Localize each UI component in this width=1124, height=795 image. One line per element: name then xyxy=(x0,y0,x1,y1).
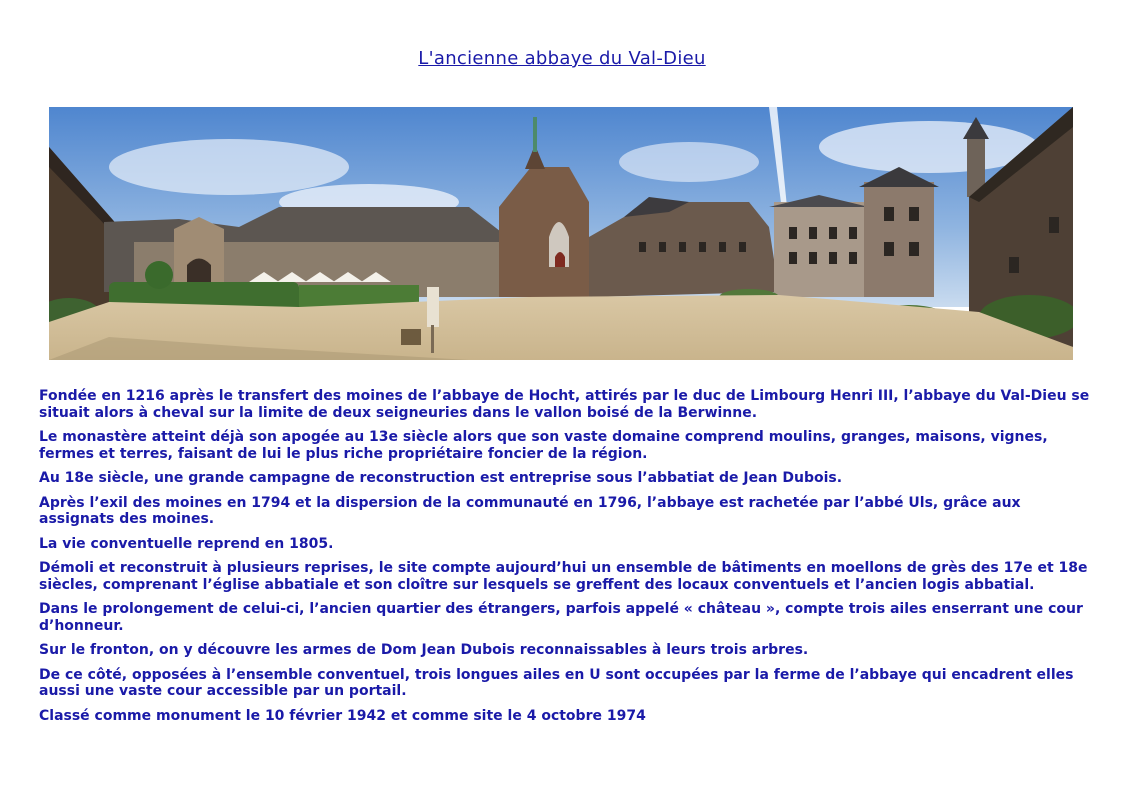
paragraph-reconstruction: Au 18e siècle, une grande campagne de reconstruction est entreprise sous l’abbatiat de Jean Dubois. xyxy=(39,470,843,486)
paragraph-buildings: Démoli et reconstruit à plusieurs reprises, le site compte aujourd’hui un ensemble de bâtiments en moellons de grès des 17e et 18e siècles, comprenant l’église abbatiale et son cloître sur lesquels se greffent des locaux conventuels et l’ancien logis abbatial. xyxy=(39,560,1088,593)
paragraph-chateau: Dans le prolongement de celui-ci, l’ancien quartier des étrangers, parfois appelé « château », compte trois ailes enserrant une cour d’honneur. xyxy=(39,601,1083,634)
paragraph-farm: De ce côté, opposées à l’ensemble conventuel, trois longues ailes en U sont occupées par la ferme de l’abbaye qui encadrent elles aussi une vaste cour accessible par un portail. xyxy=(39,666,1074,699)
paragraph-classification: Classé comme monument le 10 février 1942 et comme site le 4 octobre 1974 xyxy=(39,707,646,724)
abbey-panorama-image xyxy=(49,107,1073,360)
paragraph-apogee: Le monastère atteint déjà son apogée au 13e siècle alors que son vaste domaine comprend moulins, granges, maisons, vignes, fermes et terres, faisant de lui le plus riche propriétaire foncier de la région. xyxy=(39,429,1048,462)
paragraph-exile: Après l’exil des moines en 1794 et la dispersion de la communauté en 1796, l’abbaye est rachetée par l’abbé Uls, grâce aux assignats des moines. xyxy=(39,494,1021,527)
page-title-link[interactable]: L'ancienne abbaye du Val-Dieu xyxy=(418,48,706,69)
paragraph-foundation: Fondée en 1216 après le transfert des moines de l’abbaye de Hocht, attirés par le duc de Limbourg Henri III, l’abbaye du Val-Dieu se situait alors à cheval sur la limite de deux seigneuries dans le vallon boisé de la Berwinne. xyxy=(39,388,1090,421)
description-text xyxy=(39,388,1099,732)
paragraph-monastic-life: La vie conventuelle reprend en 1805. xyxy=(39,535,334,552)
paragraph-pediment: Sur le fronton, on y découvre les armes de Dom Jean Dubois reconnaissables à leurs trois arbres. xyxy=(39,642,809,658)
